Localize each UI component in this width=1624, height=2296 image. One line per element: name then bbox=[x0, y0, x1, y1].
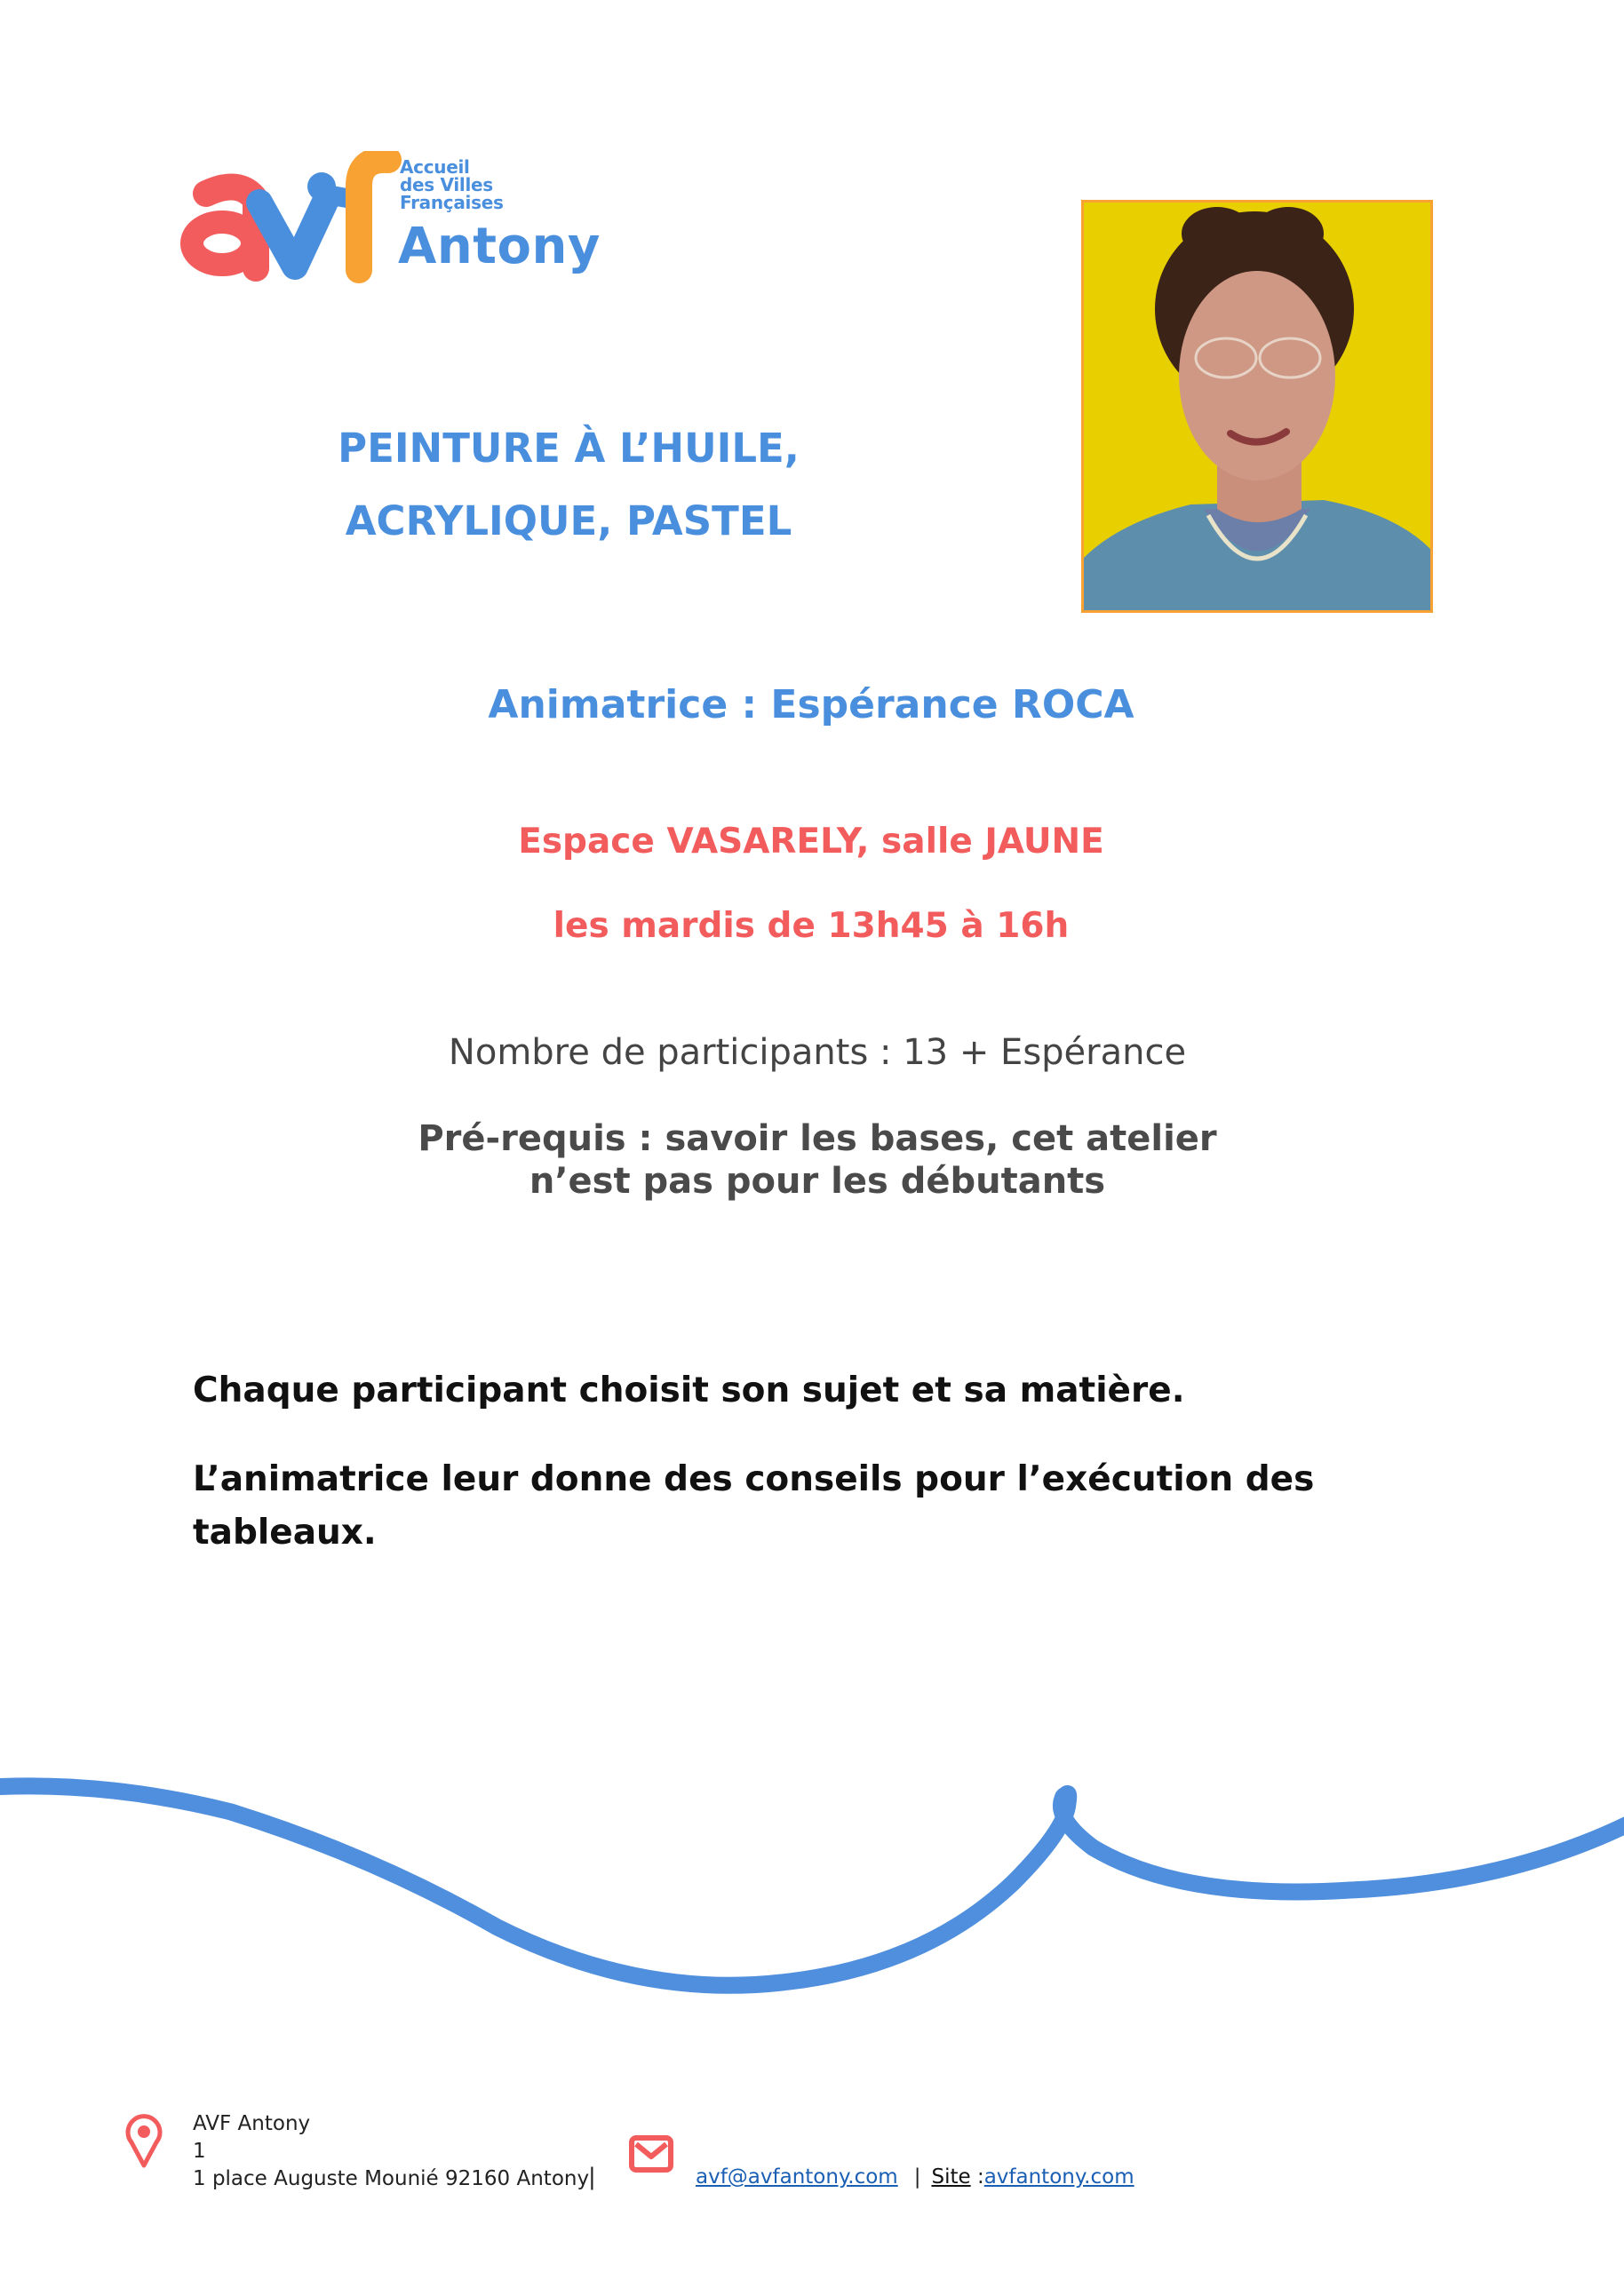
location: Espace VASARELY, salle JAUNE bbox=[518, 822, 1104, 862]
prerequisites-line: n’est pas pour les débutants bbox=[529, 1161, 1106, 1202]
description-line: L’animatrice leur donne des conseils pour l’exécution des bbox=[193, 1459, 1315, 1499]
mail-icon bbox=[629, 2135, 673, 2173]
tagline-line: Accueil bbox=[400, 156, 470, 178]
footer-separator: | bbox=[588, 2164, 596, 2190]
prerequisites bbox=[338, 1117, 1297, 1203]
footer-separator: | bbox=[913, 2165, 921, 2189]
tagline-line: des Villes bbox=[400, 174, 493, 195]
page-title-line1: PEINTURE À L’HUILE, bbox=[338, 425, 800, 472]
animatrice-name: Animatrice : Espérance ROCA bbox=[488, 682, 1134, 727]
description-paragraph-2 bbox=[193, 1453, 1348, 1560]
site-colon: : bbox=[970, 2165, 984, 2189]
email-link[interactable]: avf@avfantony.com bbox=[696, 2165, 898, 2189]
logo-tagline bbox=[400, 158, 504, 211]
avf-logo-mark-icon bbox=[171, 151, 402, 284]
site-label: Site bbox=[931, 2165, 971, 2189]
prerequisites-line: Pré-requis : savoir les bases, cet atelier bbox=[418, 1118, 1217, 1159]
address-line: AVF Antony bbox=[193, 2112, 311, 2135]
footer-contact bbox=[696, 2165, 1134, 2189]
logo-city: Antony bbox=[398, 218, 601, 275]
participants-count: Nombre de participants : 13 + Espérance bbox=[448, 1032, 1187, 1073]
decorative-wave-icon bbox=[0, 1741, 1624, 2007]
animatrice-photo bbox=[1081, 200, 1433, 613]
description-paragraph-1: Chaque participant choisit son sujet et sa matière. bbox=[193, 1370, 1185, 1410]
portrait-icon bbox=[1084, 203, 1430, 610]
address-line: 1 place Auguste Mounié 92160 Antony bbox=[193, 2167, 590, 2190]
tagline-line: Françaises bbox=[400, 192, 504, 213]
page-title-line2: ACRYLIQUE, PASTEL bbox=[345, 497, 792, 544]
schedule: les mardis de 13h45 à 16h bbox=[553, 906, 1070, 946]
location-pin-icon bbox=[124, 2112, 163, 2169]
address-line: 1 bbox=[193, 2140, 206, 2163]
description-line: tableaux. bbox=[193, 1513, 377, 1553]
footer-address bbox=[193, 2110, 589, 2193]
website-link[interactable]: avfantony.com bbox=[983, 2165, 1134, 2189]
